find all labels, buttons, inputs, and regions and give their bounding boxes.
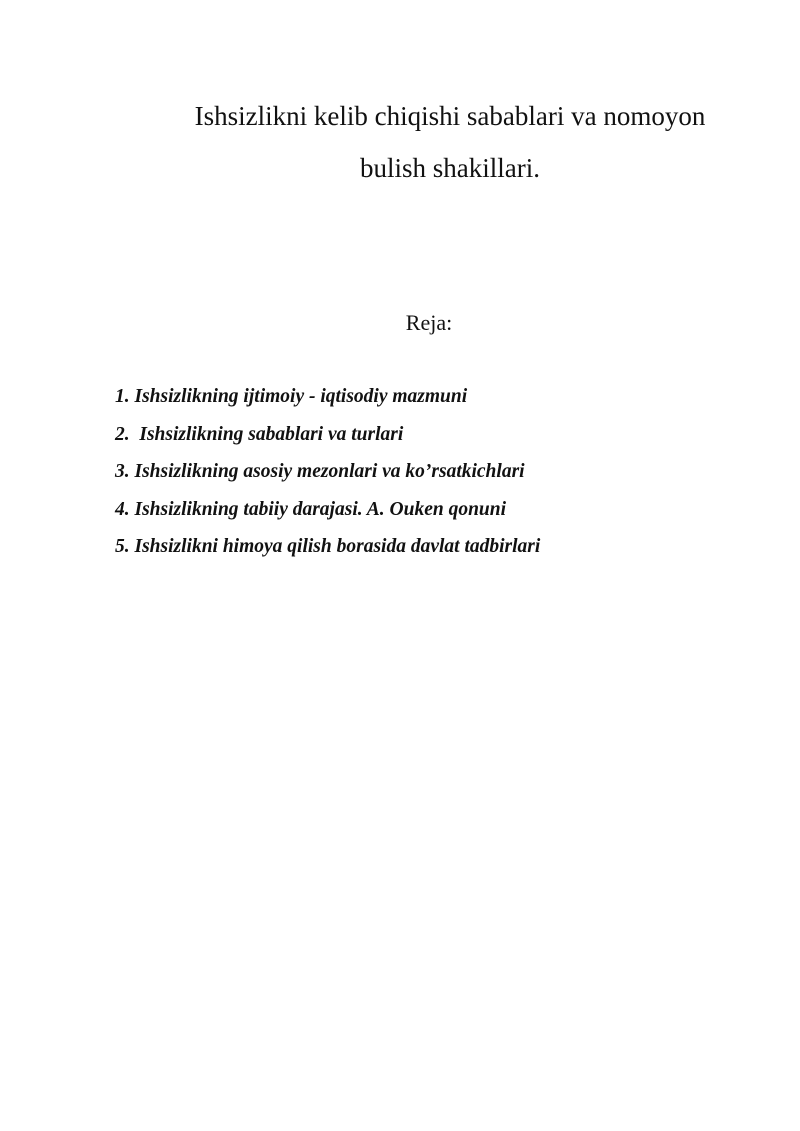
plan-item: 1. Ishsizlikning ijtimoiy - iqtisodiy mazmuni bbox=[115, 386, 468, 407]
plan-item: 3. Ishsizlikning asosiy mezonlari va ko’rsatkichlari bbox=[115, 461, 525, 482]
plan-list bbox=[115, 378, 540, 566]
plan-item: 4. Ishsizlikning tabiiy darajasi. A. Ouken qonuni bbox=[115, 498, 507, 520]
document-title bbox=[150, 90, 750, 194]
document-title-line-2: bulish shakillari. bbox=[360, 153, 540, 184]
document-title-line-1: Ishsizlikni kelib chiqishi sabablari va nomoyon bbox=[194, 101, 706, 132]
plan-heading: Reja: bbox=[405, 310, 453, 335]
plan-item: 2. Ishsizlikning sabablari va turlari bbox=[115, 423, 404, 445]
plan-item: 5. Ishsizlikni himoya qilish borasida davlat tadbirlari bbox=[115, 536, 541, 557]
